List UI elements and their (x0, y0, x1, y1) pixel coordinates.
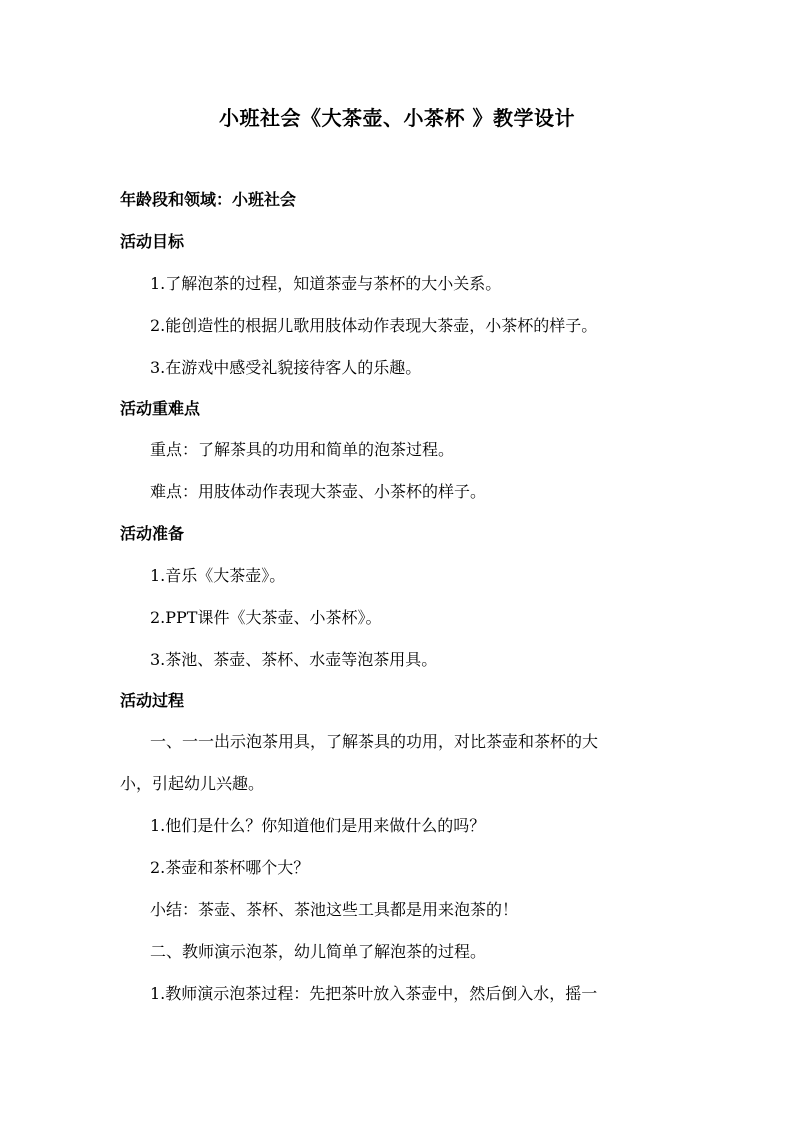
key-points-heading: 活动重难点 (120, 399, 201, 418)
process-question: 1.他们是什么？你知道他们是用来做什么的吗？ (150, 816, 486, 835)
key-point-item: 重点：了解茶具的功用和简单的泡茶过程。 (150, 440, 455, 459)
preparation-item: 2.PPT课件《大茶壶、小茶杯》。 (150, 608, 382, 627)
goal-item: 3.在游戏中感受礼貌接待客人的乐趣。 (150, 358, 422, 377)
age-domain-heading: 年龄段和领域：小班社会 (120, 190, 297, 209)
process-question: 2.茶壶和茶杯哪个大？ (150, 858, 310, 877)
process-step-2: 二、教师演示泡茶，幼儿简单了解泡茶的过程。 (150, 942, 487, 961)
process-step-1-line-1: 一、一一出示泡茶用具，了解茶具的功用，对比茶壶和茶杯的大 (150, 732, 599, 751)
key-point-item: 难点：用肢体动作表现大茶壶、小茶杯的样子。 (150, 482, 487, 501)
goals-heading: 活动目标 (120, 232, 185, 251)
process-summary: 小结：茶壶、茶杯、茶池这些工具都是用来泡茶的！ (150, 900, 519, 919)
goal-item: 1.了解泡茶的过程，知道茶壶与茶杯的大小关系。 (150, 274, 502, 293)
preparation-item: 1.音乐《大茶壶》。 (150, 566, 286, 585)
process-heading: 活动过程 (120, 691, 185, 710)
preparation-heading: 活动准备 (120, 524, 185, 543)
document-title: 小班社会《大茶壶、小茶杯 》教学设计 (219, 106, 575, 130)
process-step-1-line-2: 小，引起幼儿兴趣。 (120, 774, 265, 793)
goal-item: 2.能创造性的根据儿歌用肢体动作表现大茶壶，小茶杯的样子。 (150, 316, 598, 335)
process-step-2-item: 1.教师演示泡茶过程：先把茶叶放入茶壶中，然后倒入水，摇一 (150, 984, 598, 1003)
preparation-item: 3.茶池、茶壶、茶杯、水壶等泡茶用具。 (150, 650, 438, 669)
